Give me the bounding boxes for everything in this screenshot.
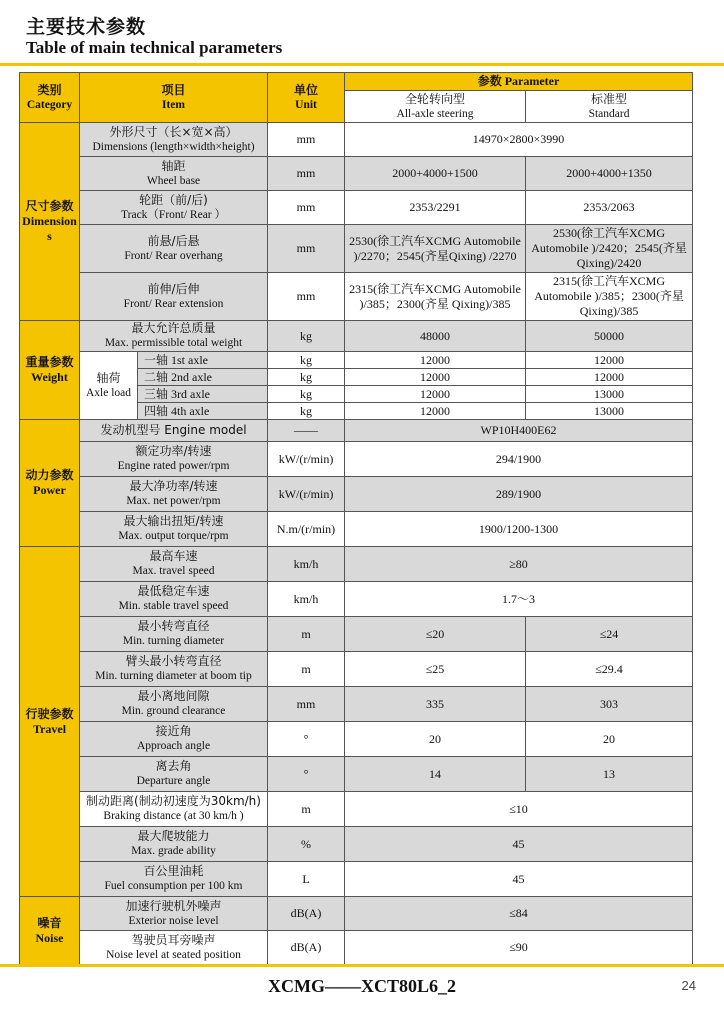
item-stable-speed: 最低稳定车速 Min. stable travel speed: [80, 582, 268, 617]
unit-header: 单位 Unit: [268, 73, 345, 123]
category-power: 动力参数 Power: [20, 420, 80, 547]
value-standard: 2000+4000+1350: [526, 157, 693, 191]
item-torque: 最大输出扭矩/转速 Max. output torque/rpm: [80, 512, 268, 547]
unit-cell: L: [268, 862, 345, 897]
value-all-axle: 12000: [345, 369, 526, 386]
category-header: 类别 Category: [20, 73, 80, 123]
value-cell: 289/1900: [345, 477, 693, 512]
unit-cell: °: [268, 757, 345, 792]
item-overall-dimensions: 外形尺寸（长×宽×高） Dimensions (length×width×height): [80, 123, 268, 157]
value-all-axle: 2353/2291: [345, 191, 526, 225]
unit-cell: m: [268, 617, 345, 652]
value-all-axle: ≤25: [345, 652, 526, 687]
value-standard: ≤29.4: [526, 652, 693, 687]
value-standard: 50000: [526, 321, 693, 352]
item-fuel-consumption: 百公里油耗 Fuel consumption per 100 km: [80, 862, 268, 897]
unit-cell: m: [268, 792, 345, 827]
table-row: [20, 352, 693, 369]
value-standard: 2353/2063: [526, 191, 693, 225]
value-all-axle: 2315(徐工汽车XCMG Automobile )/385；2300(齐星 Qixing)/385: [345, 273, 526, 321]
value-all-axle: 14: [345, 757, 526, 792]
table-row: [20, 931, 693, 965]
item-engine-model: 发动机型号 Engine model: [80, 420, 268, 442]
header-row: [20, 73, 693, 91]
page-title-zh: 主要技术参数: [26, 16, 147, 38]
item-turning-boom: 臂头最小转弯直径 Min. turning diameter at boom tip: [80, 652, 268, 687]
item-axle-1: 一轴 1st axle: [138, 352, 268, 369]
value-cell: 294/1900: [345, 442, 693, 477]
unit-cell: mm: [268, 157, 345, 191]
item-wheel-base: 轴距 Wheel base: [80, 157, 268, 191]
item-axle-4: 四轴 4th axle: [138, 403, 268, 420]
value-standard: 303: [526, 687, 693, 722]
table-row: [20, 897, 693, 931]
unit-cell: km/h: [268, 582, 345, 617]
value-all-axle: 12000: [345, 403, 526, 420]
footer-rule: [0, 964, 724, 967]
unit-cell: mm: [268, 191, 345, 225]
table-row: [20, 442, 693, 477]
value-cell: ≤84: [345, 897, 693, 931]
value-all-axle: 335: [345, 687, 526, 722]
value-all-axle: ≤20: [345, 617, 526, 652]
unit-cell: kW/(r/min): [268, 442, 345, 477]
item-rated-power: 额定功率/转速 Engine rated power/rpm: [80, 442, 268, 477]
unit-cell: mm: [268, 225, 345, 273]
value-all-axle: 2000+4000+1500: [345, 157, 526, 191]
all-axle-header: 全轮转向型 All-axle steering: [345, 91, 526, 123]
table-row: [20, 757, 693, 792]
page-number: 24: [681, 978, 696, 993]
unit-cell: kW/(r/min): [268, 477, 345, 512]
table-row: [20, 123, 693, 157]
unit-cell: kg: [268, 403, 345, 420]
value-standard: 13000: [526, 386, 693, 403]
value-cell: 1.7～3: [345, 582, 693, 617]
table-row: [20, 273, 693, 321]
unit-cell: °: [268, 722, 345, 757]
value-all-axle: 2530(徐工汽车XCMG Automobile )/2270；2545(齐星Qixing) /2270: [345, 225, 526, 273]
value-standard: 2315(徐工汽车XCMG Automobile )/385；2300(齐星Qixing)/385: [526, 273, 693, 321]
item-exterior-noise: 加速行驶机外噪声 Exterior noise level: [80, 897, 268, 931]
item-ground-clearance: 最小离地间隙 Min. ground clearance: [80, 687, 268, 722]
footer-model-title: XCMG——XCT80L6_2: [268, 976, 456, 996]
value-standard: 20: [526, 722, 693, 757]
item-axle-load: 轴荷 Axle load: [80, 352, 138, 420]
unit-cell: %: [268, 827, 345, 862]
unit-cell: N.m/(r/min): [268, 512, 345, 547]
value-standard: 12000: [526, 352, 693, 369]
value-all-axle: 12000: [345, 352, 526, 369]
table-row: [20, 191, 693, 225]
item-approach-angle: 接近角 Approach angle: [80, 722, 268, 757]
table-row: [20, 722, 693, 757]
item-braking-distance: 制动距离(制动初速度为30km/h) Braking distance (at 30 km/h ): [80, 792, 268, 827]
header-rule: [0, 63, 724, 66]
table-row: [20, 687, 693, 722]
table-row: [20, 582, 693, 617]
value-cell: ≤10: [345, 792, 693, 827]
table-row: [20, 157, 693, 191]
table-row: [20, 477, 693, 512]
parameters-table: [19, 72, 693, 965]
item-travel-speed: 最高车速 Max. travel speed: [80, 547, 268, 582]
value-cell: WP10H400E62: [345, 420, 693, 442]
item-net-power: 最大净功率/转速 Max. net power/rpm: [80, 477, 268, 512]
parameter-header: 参数 Parameter: [345, 73, 693, 91]
item-departure-angle: 离去角 Departure angle: [80, 757, 268, 792]
unit-cell: kg: [268, 386, 345, 403]
value-standard: ≤24: [526, 617, 693, 652]
value-cell: 45: [345, 862, 693, 897]
page-title-en: Table of main technical parameters: [26, 38, 283, 57]
category-travel: 行驶参数 Travel: [20, 547, 80, 897]
value-standard: 13000: [526, 403, 693, 420]
unit-cell: kg: [268, 352, 345, 369]
unit-cell: dB(A): [268, 897, 345, 931]
table-row: [20, 617, 693, 652]
standard-header: 标准型 Standard: [526, 91, 693, 123]
category-weight: 重量参数 Weight: [20, 321, 80, 420]
value-standard: 2530(徐工汽车XCMG Automobile )/2420；2545(齐星Qixing)/2420: [526, 225, 693, 273]
item-overhang: 前悬/后悬 Front/ Rear overhang: [80, 225, 268, 273]
table-row: [20, 547, 693, 582]
item-grade-ability: 最大爬坡能力 Max. grade ability: [80, 827, 268, 862]
unit-cell: kg: [268, 321, 345, 352]
item-turning-diameter: 最小转弯直径 Min. turning diameter: [80, 617, 268, 652]
value-cell: 1900/1200-1300: [345, 512, 693, 547]
table-row: [20, 512, 693, 547]
item-axle-2: 二轴 2nd axle: [138, 369, 268, 386]
item-axle-3: 三轴 3rd axle: [138, 386, 268, 403]
table-row: [20, 827, 693, 862]
value-cell: ≤90: [345, 931, 693, 965]
table-row: [20, 420, 693, 442]
table-row: [20, 225, 693, 273]
item-track: 轮距（前/后) Track（Front/ Rear ）: [80, 191, 268, 225]
category-noise: 噪音 Noise: [20, 897, 80, 965]
value-cell: 45: [345, 827, 693, 862]
item-seated-noise: 驾驶员耳旁噪声 Noise level at seated position: [80, 931, 268, 965]
unit-cell: kg: [268, 369, 345, 386]
table-row: [20, 792, 693, 827]
value-standard: 13: [526, 757, 693, 792]
unit-cell: ——: [268, 420, 345, 442]
table-row: [20, 862, 693, 897]
value-cell: 14970×2800×3990: [345, 123, 693, 157]
item-extension: 前伸/后伸 Front/ Rear extension: [80, 273, 268, 321]
category-dimensions: 尺寸参数 Dimensions: [20, 123, 80, 321]
unit-cell: km/h: [268, 547, 345, 582]
item-header: 项目 Item: [80, 73, 268, 123]
item-total-weight: 最大允许总质量 Max. permissible total weight: [80, 321, 268, 352]
value-standard: 12000: [526, 369, 693, 386]
table-row: [20, 321, 693, 352]
unit-cell: mm: [268, 123, 345, 157]
value-all-axle: 20: [345, 722, 526, 757]
unit-cell: mm: [268, 273, 345, 321]
value-all-axle: 12000: [345, 386, 526, 403]
table-row: [20, 652, 693, 687]
value-cell: ≥80: [345, 547, 693, 582]
unit-cell: mm: [268, 687, 345, 722]
value-all-axle: 48000: [345, 321, 526, 352]
unit-cell: m: [268, 652, 345, 687]
unit-cell: dB(A): [268, 931, 345, 965]
